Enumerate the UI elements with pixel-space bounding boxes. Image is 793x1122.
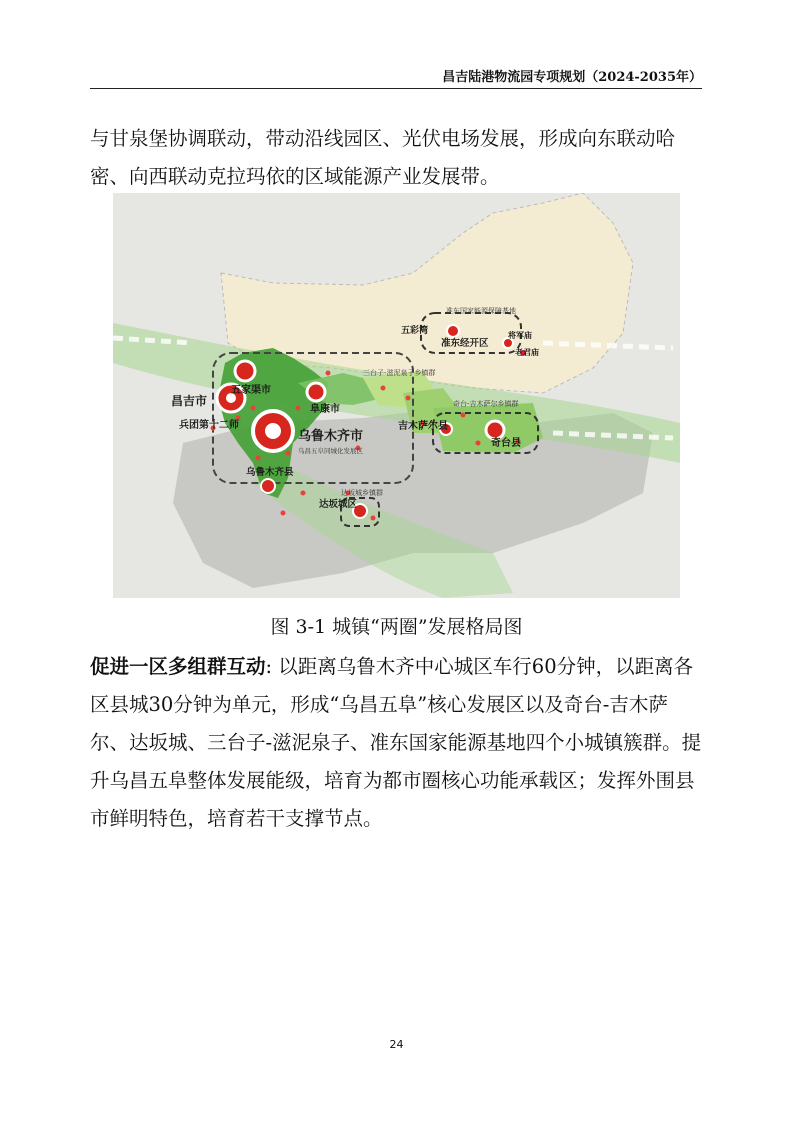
label-fukang: 阜康市 (310, 404, 340, 415)
label-jiangjunmiao: 将军庙 (508, 331, 532, 340)
label-dabancheng-group: 达坂城乡镇群 (341, 489, 383, 497)
page-number: 24 (389, 1038, 404, 1051)
paragraph-2 (90, 648, 703, 838)
label-urumqi-county: 乌鲁木齐县 (246, 467, 294, 478)
label-zhundong-base: 准东国家能源保障基地 (446, 307, 516, 315)
label-bingtuan: 兵团第十二师 (179, 420, 239, 431)
label-qitai-group: 奇台-吉木萨尔乡镇群 (453, 400, 519, 408)
label-qitai: 奇台县 (491, 438, 521, 449)
qitai-marker (486, 421, 504, 439)
zhundong-marker (447, 325, 459, 337)
map-canvas (113, 193, 680, 598)
fukang-marker (307, 383, 325, 401)
urumqi-marker-center (265, 423, 281, 439)
label-urumqi: 乌鲁木齐市 (298, 429, 364, 444)
label-urumqi-sub: 乌昌五阜同城化发展区 (298, 447, 363, 455)
header-title: 昌吉陆港物流园专项规划（2024-2035年） (442, 70, 702, 85)
paragraph-2-body: : 以距离乌鲁木齐中心城区车行60分钟，以距离各区县城30分钟为单元，形成“乌昌五阜”核心发展区以及奇台-吉木萨尔、达坂城、三台子-滋泥泉子、准东国家能源基地四个小城镇簇群。提升乌昌五阜整体发展能级，培育为都市圈核心功能承载区；发挥外围县市鲜明特色，培育若干支撑节点。 (90, 655, 702, 830)
paragraph-2-lead: 促进一区多组群互动 (90, 655, 266, 678)
label-santaizi: 三台子-滋泥泉子乡镇群 (363, 369, 436, 377)
label-wucaiwan: 五彩湾 (401, 326, 429, 336)
label-changji: 昌吉市 (171, 394, 208, 408)
label-dabancheng: 达坂城区 (319, 499, 358, 510)
urumqi-county-marker (261, 479, 275, 493)
figure-caption: 图 3-1 城镇“两圈”发展格局图 (270, 616, 523, 638)
development-pattern-map (113, 193, 680, 598)
page-header (90, 60, 702, 89)
label-zhundong: 准东经开区 (441, 338, 489, 349)
wujiaqu-marker (235, 361, 255, 381)
label-wujiaqu: 五家渠市 (231, 385, 271, 396)
label-jimusaer: 吉木萨尔县 (398, 421, 448, 432)
paragraph-1: 与甘泉堡协调联动，带动沿线园区、光伏电场发展，形成向东联动哈密、向西联动克拉玛依的区域能源产业发展带。 (90, 127, 676, 188)
label-laojunmiao: 老君庙 (515, 348, 539, 357)
